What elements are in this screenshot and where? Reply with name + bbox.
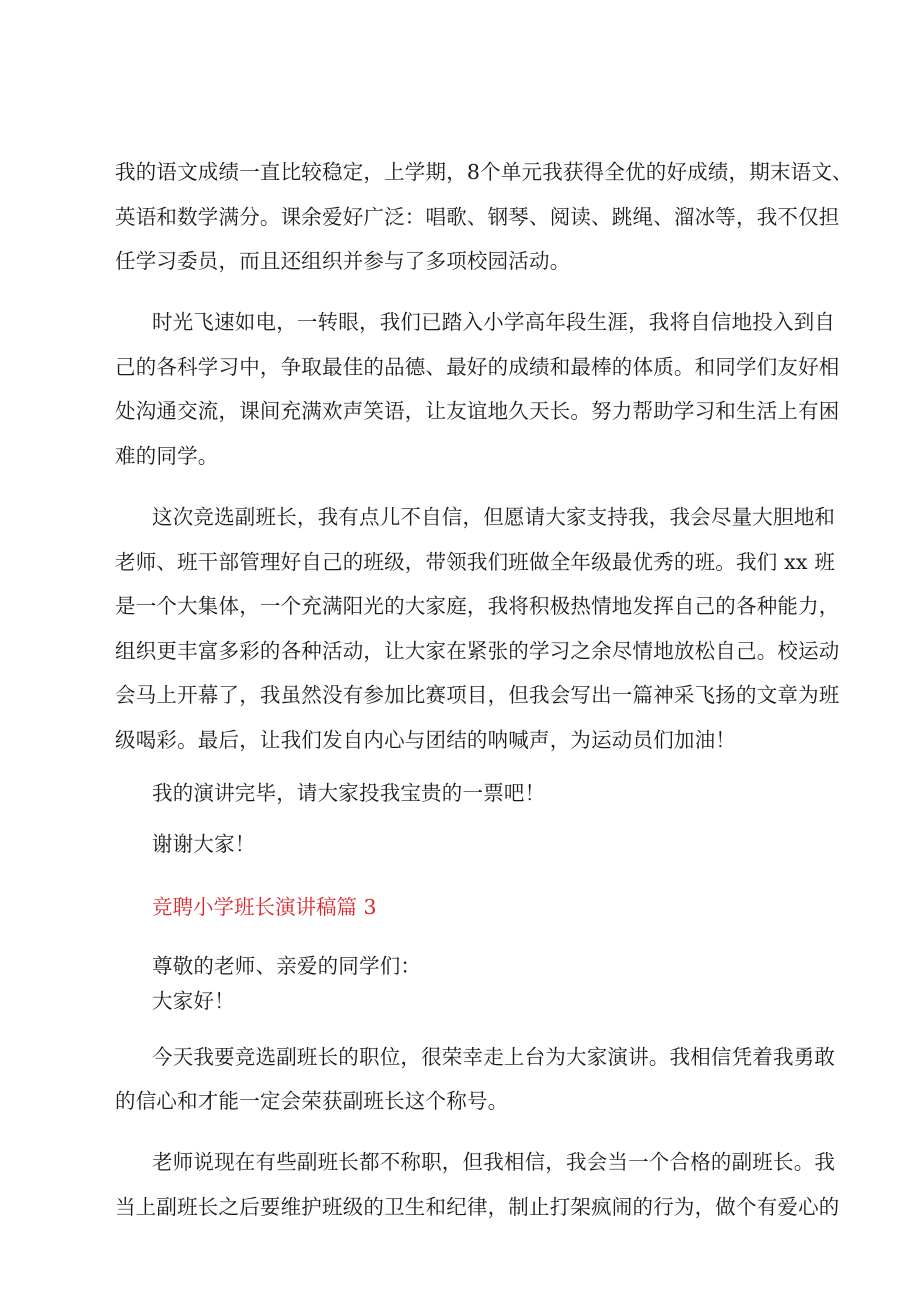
paragraph-line: 己的各科学习中，争取最佳的品德、最好的成绩和最棒的体质。和同学们友好相 [115, 355, 840, 379]
paragraph-line: 是一个大集体，一个充满阳光的大家庭，我将积极热情地发挥自己的各种能力， [115, 594, 840, 618]
paragraph-line: 的信心和才能一定会荣获副班长这个称号。 [115, 1089, 509, 1113]
greeting: 大家好！ [152, 989, 235, 1013]
paragraph-line: 老师、班干部管理好自己的班级，带领我们班做全年级最优秀的班。我们 xx 班 [115, 550, 836, 574]
paragraph-line: 会马上开幕了，我虽然没有参加比赛项目，但我会写出一篇神采飞扬的文章为班 [115, 683, 840, 707]
paragraph-line: 当上副班长之后要维护班级的卫生和纪律，制止打架疯闹的行为，做个有爱心的 [115, 1195, 840, 1219]
section-heading: 竞聘小学班长演讲稿篇 3 [152, 895, 377, 919]
paragraph-line: 处沟通交流，课间充满欢声笑语，让友谊地久天长。努力帮助学习和生活上有困 [115, 399, 840, 423]
paragraph-line: 我的演讲完毕，请大家投我宝贵的一票吧！ [152, 781, 546, 805]
paragraph-line: 时光飞速如电，一转眼，我们已踏入小学高年段生涯，我将自信地投入到自 [152, 310, 836, 334]
paragraph-line: 今天我要竞选副班长的职位，很荣幸走上台为大家演讲。我相信凭着我勇敢 [152, 1045, 836, 1069]
paragraph-line: 级喝彩。最后，让我们发自内心与团结的呐喊声，为运动员们加油！ [115, 728, 736, 752]
paragraph-line: 这次竞选副班长，我有点儿不自信，但愿请大家支持我，我会尽量大胆地和 [152, 505, 836, 529]
salutation: 尊敬的老师、亲爱的同学们： [152, 954, 422, 978]
paragraph-line: 任学习委员，而且还组织并参与了多项校园活动。 [115, 249, 571, 273]
paragraph-line: 老师说现在有些副班长都不称职，但我相信，我会当一个合格的副班长。我 [152, 1150, 836, 1174]
paragraph-line: 我的语文成绩一直比较稳定，上学期，8个单元我获得全优的好成绩，期末语文、 [115, 160, 853, 184]
paragraph-line: 难的同学。 [115, 444, 219, 468]
paragraph-line: 英语和数学满分。课余爱好广泛：唱歌、钢琴、阅读、跳绳、溜冰等，我不仅担 [115, 205, 840, 229]
paragraph-line: 组织更丰富多彩的各种活动，让大家在紧张的学习之余尽情地放松自己。校运动 [115, 639, 840, 663]
paragraph-line: 谢谢大家！ [152, 832, 256, 856]
